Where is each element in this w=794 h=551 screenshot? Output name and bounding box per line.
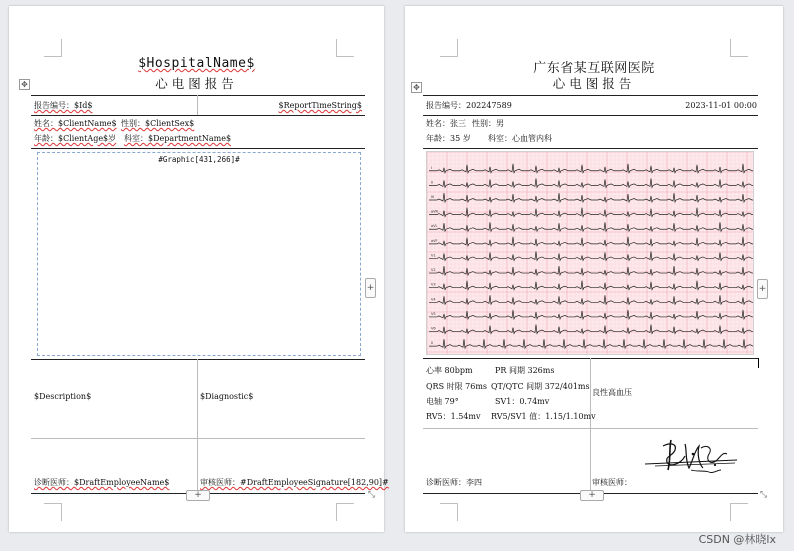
client-age: 年龄：35 岁 xyxy=(426,134,471,143)
report-no: 报告编号：202247589 xyxy=(426,101,512,110)
hospital-name-field[interactable]: $HospitalName$ xyxy=(138,56,255,71)
ecg-lead-label: V5 xyxy=(431,311,436,316)
diagnosis-text: 良性高血压 xyxy=(592,388,632,397)
graphic-placeholder-text: #Graphic[431,266]# xyxy=(158,155,240,164)
draft-doctor-field[interactable]: 诊断医师：$DraftEmployeeName$ xyxy=(34,478,170,487)
table-resize-handle[interactable]: ⤡ xyxy=(759,490,768,500)
divider xyxy=(197,359,198,494)
review-doctor-field[interactable]: 审核医师：#DraftEmployeeSignature[182,90]# xyxy=(200,478,389,487)
divider xyxy=(31,115,365,116)
divider xyxy=(423,95,758,96)
divider xyxy=(423,148,758,149)
ecg-lead-label: I xyxy=(431,165,433,170)
client-age-field[interactable]: 年龄：$ClientAge$岁 xyxy=(34,134,117,143)
ecg-lead-label: II xyxy=(431,180,434,185)
report-title: 心电图报告 xyxy=(552,76,636,91)
ecg-lead-label: aVR xyxy=(431,209,438,214)
preview-page xyxy=(405,6,783,532)
divider xyxy=(31,148,365,149)
add-column-button-left[interactable]: + xyxy=(365,278,376,298)
divider xyxy=(590,358,591,493)
margin-corner-top-right xyxy=(336,39,354,57)
divider xyxy=(31,95,365,96)
ecg-lead-label: aVF xyxy=(431,238,438,243)
client-name-field[interactable]: 姓名：$ClientName$ xyxy=(34,119,117,128)
draft-doctor: 诊断医师：李四 xyxy=(426,478,482,487)
report-time-field[interactable]: $ReportTimeString$ xyxy=(278,101,362,110)
ecg-lead-label: V2 xyxy=(431,268,436,273)
diagnostic-field[interactable]: $Diagnostic$ xyxy=(200,392,254,401)
description-field[interactable]: $Description$ xyxy=(34,392,92,401)
hospital-name: 广东省某互联网医院 xyxy=(533,61,655,76)
ecg-lead-label: aVL xyxy=(431,224,438,229)
add-row-button[interactable]: + xyxy=(580,490,604,501)
ecg-graph xyxy=(426,151,754,355)
text-cursor xyxy=(758,358,759,368)
department: 科室：心血管内科 xyxy=(488,134,552,143)
ecg-lead-label: V4 xyxy=(431,297,436,302)
report-time: 2023-11-01 00:00 xyxy=(685,101,757,110)
margin-corner-top-right xyxy=(730,39,748,57)
qrs-duration: QRS 时限 76ms xyxy=(426,382,488,391)
qt-qtc-interval: QT/QTC 间期 372/401ms xyxy=(491,382,590,391)
margin-corner-bottom-right xyxy=(336,503,354,521)
add-column-button-right[interactable]: + xyxy=(757,279,768,299)
margin-corner-top-left xyxy=(440,39,458,57)
ecg-lead-label: III xyxy=(431,195,435,199)
ecg-lead-label: V6 xyxy=(431,326,436,331)
add-row-button[interactable]: + xyxy=(186,490,210,501)
ecg-lead-label: V1 xyxy=(431,253,436,258)
rv5-sv1-value: RV5/SV1 值：1.15/1.10mv xyxy=(491,412,596,421)
reviewer-signature-image xyxy=(641,434,741,476)
template-page xyxy=(9,6,389,532)
ecg-lead-label: II xyxy=(431,341,434,346)
divider xyxy=(423,115,758,116)
divider xyxy=(197,95,198,115)
client-sex-field[interactable]: 性别：$ClientSex$ xyxy=(121,119,195,128)
margin-corner-top-left xyxy=(44,39,62,57)
department-field[interactable]: 科室：$DepartmentName$ xyxy=(124,134,232,143)
ecg-waveform-image xyxy=(427,152,754,355)
rv5-value: RV5：1.54mv xyxy=(426,412,481,421)
sv1-value: SV1：0.74mv xyxy=(495,397,550,406)
divider xyxy=(31,359,365,360)
heart-rate: 心率 80bpm xyxy=(426,366,473,375)
client-sex: 性别：男 xyxy=(472,119,504,128)
report-title: 心电图报告 xyxy=(155,76,238,91)
margin-corner-bottom-right xyxy=(730,503,748,521)
table-move-handle[interactable]: ✥ xyxy=(19,79,30,90)
client-name: 姓名：张三 xyxy=(426,119,466,128)
review-doctor: 审核医师： xyxy=(592,478,632,487)
table-move-handle[interactable]: ✥ xyxy=(411,82,422,93)
pr-interval: PR 间期 326ms xyxy=(495,366,555,375)
divider xyxy=(31,438,365,439)
csdn-watermark: CSDN @林晓lx xyxy=(698,533,776,546)
table-resize-handle[interactable]: ⤡ xyxy=(367,490,376,500)
margin-corner-bottom-left xyxy=(440,503,458,521)
report-no-field[interactable]: 报告编号：$Id$ xyxy=(34,101,93,110)
electrical-axis: 电轴 79° xyxy=(426,397,459,406)
margin-corner-bottom-left xyxy=(44,503,62,521)
divider xyxy=(423,428,758,429)
ecg-lead-label: V3 xyxy=(431,282,436,287)
graphic-placeholder-box[interactable] xyxy=(37,152,361,356)
